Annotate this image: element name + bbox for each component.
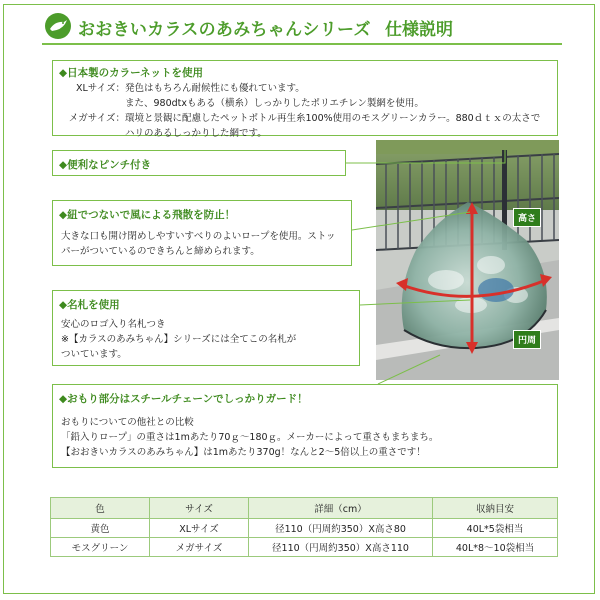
- section-nametag-title: ◆名札を使用: [59, 299, 120, 311]
- section-pinch: [52, 150, 346, 176]
- rope-line-1: 大きな口も開け閉めしやすいすべりのよいロープを使用。ストッ: [61, 231, 336, 242]
- nametag-line-2: ※【カラスのあみちゃん】シリーズには全てこの名札が: [61, 334, 297, 345]
- col-detail-header: 詳細（cm）: [249, 498, 433, 519]
- table-row: [51, 519, 558, 538]
- section-weight: [52, 384, 558, 468]
- net-xl-line-2: また、980dtxもある（横糸）しっかりしたポリエチレン製網を使用。: [125, 98, 424, 109]
- rope-line-2: パーがついているのできちんと締められます。: [61, 246, 260, 257]
- table-row: [51, 538, 558, 557]
- section-nametag: [52, 290, 360, 366]
- circumference-callout: 円周: [513, 330, 541, 349]
- section-net-title: ◆日本製のカラーネットを使用: [59, 67, 204, 79]
- net-xl-line-1: 発色はもちろん耐候性にも優れています。: [125, 83, 305, 94]
- weight-line-1: おもりについての他社との比較: [61, 417, 194, 428]
- row-2-detail: 径110（円周約350）X高さ110: [249, 538, 433, 557]
- net-xl-label: XLサイズ：: [75, 83, 125, 94]
- page-subtitle: 仕様説明: [385, 20, 453, 40]
- row-2-color: モスグリーン: [51, 538, 150, 557]
- col-capacity-header: 収納目安: [433, 498, 558, 519]
- row-2-size: メガサイズ: [150, 538, 249, 557]
- row-1-detail: 径110（円周約350）X高さ80: [249, 519, 433, 538]
- weight-line-2: 「鉛入りロープ」の重さは1mあたり70ｇ～180ｇ。メーカーによって重さもまちまち。: [61, 432, 439, 443]
- section-rope: [52, 200, 352, 266]
- section-weight-title: ◆おもり部分はスチールチェーンでしっかりガード！: [59, 393, 308, 405]
- section-rope-title: ◆紐でつないで風による飛散を防止！: [59, 209, 236, 221]
- height-callout: 高さ: [513, 208, 541, 227]
- table-header-row: [51, 498, 558, 519]
- net-mega-line-2: ハリのあるしっかりした網です。: [125, 128, 267, 139]
- page-title: おおきいカラスのあみちゃんシリーズ: [78, 20, 371, 40]
- col-size-header: サイズ: [150, 498, 249, 519]
- section-pinch-title: ◆便利なピンチ付き: [59, 159, 152, 171]
- row-1-size: XLサイズ: [150, 519, 249, 538]
- section-net: [52, 60, 558, 139]
- col-color-header: 色: [51, 498, 150, 519]
- row-2-capacity: 40L*8～10袋相当: [433, 538, 558, 557]
- net-mega-line-1: 環境と景観に配慮したペットボトル再生糸100%使用のモスグリーンカラー。880ｄｔｘの太さで: [125, 113, 541, 124]
- row-1-capacity: 40L*5袋相当: [433, 519, 558, 538]
- nametag-line-3: ついています。: [61, 349, 127, 360]
- spec-table: [50, 497, 558, 557]
- row-1-color: 黄色: [51, 519, 150, 538]
- weight-line-3: 【おおきいカラスのあみちゃん】は1mあたり370g！なんと2～5倍以上の重さです！: [61, 447, 426, 458]
- net-mega-label: メガサイズ：: [68, 113, 125, 124]
- nametag-line-1: 安心のロゴ入り名札つき: [61, 319, 166, 330]
